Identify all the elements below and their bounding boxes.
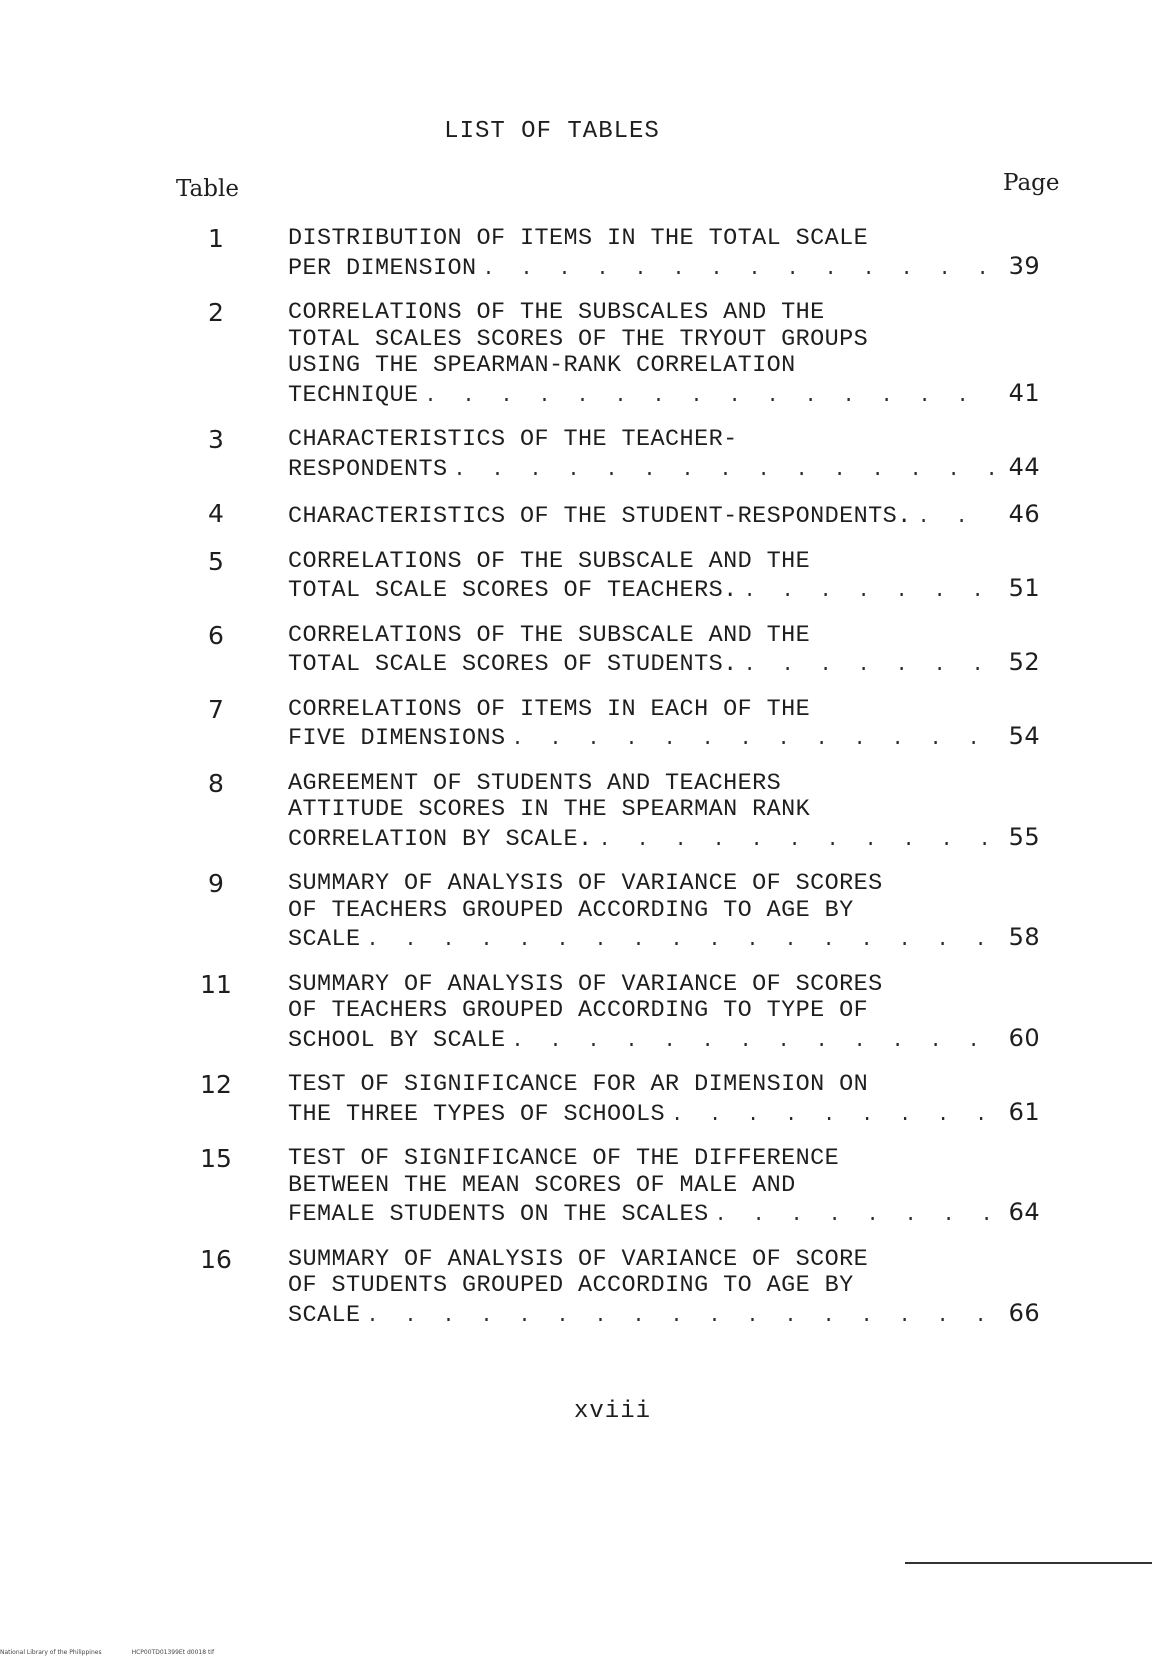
table-number: 6 [208,620,224,650]
caption-line: RESPONDENTS [288,455,448,483]
caption-line: CORRELATIONS OF ITEMS IN EACH OF THE [288,695,811,723]
caption-last-line [288,454,1040,485]
caption-line: CORRELATIONS OF THE SUBSCALE AND THE [288,547,811,575]
page-reference: 55 [1008,822,1040,851]
caption-line: SCALE [288,926,361,953]
table-caption [288,697,1040,754]
caption-line: TOTAL SCALE SCORES OF STUDENTS. [288,651,738,678]
dot-leader [671,1103,998,1130]
dot-leader [512,1029,998,1056]
table-caption [288,871,1040,955]
table-caption [288,771,1040,855]
caption-last-line [288,501,1040,532]
caption-line: SUMMARY OF ANALYSIS OF VARIANCE OF SCORES [288,870,883,897]
caption-line: CHARACTERISTICS OF THE STUDENT-RESPONDENTS. [288,503,912,530]
dot-leader [483,257,998,284]
table-number: 12 [200,1070,232,1099]
caption-line: SCHOOL BY SCALE [288,1026,506,1054]
caption-line: ATTITUDE SCORES IN THE SPEARMAN RANK [288,796,811,823]
caption-line: CORRELATIONS OF THE SUBSCALES AND THE [288,299,825,326]
dot-leader [425,384,998,411]
table-number: 11 [200,969,232,999]
table-number: 8 [208,768,224,798]
table-number: 4 [208,499,224,528]
caption-line: THE THREE TYPES OF SCHOOLS [288,1100,666,1128]
caption-line: TOTAL SCALE SCORES OF TEACHERS. [288,577,738,604]
caption-last-line [288,1025,1040,1056]
page-reference: 61 [1008,1097,1040,1126]
table-number: 1 [208,224,224,253]
table-number: 9 [208,869,224,898]
footer-rule [905,1562,1152,1564]
table-caption [288,623,1040,680]
caption-last-line [288,723,1040,754]
page-reference: 51 [1008,574,1040,602]
caption-line: OF STUDENTS GROUPED ACCORDING TO AGE BY [288,1272,854,1299]
table-caption [288,427,1040,484]
caption-line: DISTRIBUTION OF ITEMS IN THE TOTAL SCALE [288,225,869,252]
table-number: 15 [200,1144,232,1173]
page-reference: 44 [1008,452,1040,481]
caption-last-line [288,253,1040,284]
table-caption [288,1146,1040,1230]
dot-leader [599,828,998,855]
caption-last-line [288,1300,1040,1331]
scan-source: National Library of the Philippines [0,1649,102,1656]
caption-line: PER DIMENSION [288,254,477,282]
page-reference: 41 [1008,378,1040,407]
caption-last-line [288,649,1040,680]
table-caption [288,1072,1040,1129]
dot-leader [367,928,998,955]
dot-leader [744,579,998,606]
table-caption [288,549,1040,606]
page-reference: 64 [1008,1198,1040,1226]
caption-line: TEST OF SIGNIFICANCE FOR AR DIMENSION ON [288,1071,869,1098]
page-column-header: Page [1003,170,1060,196]
table-number: 3 [208,425,224,454]
dot-leader [512,727,998,754]
caption-line: CORRELATION BY SCALE. [288,825,593,853]
caption-line: FIVE DIMENSIONS [288,725,506,752]
caption-line: SUMMARY OF ANALYSIS OF VARIANCE OF SCORE [288,1245,869,1273]
caption-last-line [288,575,1040,606]
table-number: 5 [208,546,224,576]
page-reference: 58 [1008,923,1040,951]
page-reference: 39 [1008,251,1040,280]
caption-line: AGREEMENT OF STUDENTS AND TEACHERS [288,769,782,797]
page-number: xviii [573,1398,651,1425]
page-reference: 66 [1008,1298,1040,1327]
scan-id: HCP00TD01399Et d0018 tif [131,1649,215,1656]
caption-last-line [288,924,1040,955]
caption-line: CHARACTERISTICS OF THE TEACHER- [288,426,738,453]
caption-line: OF TEACHERS GROUPED ACCORDING TO AGE BY [288,896,854,924]
table-column-header: Table [176,176,239,202]
dot-leader [715,1203,998,1230]
dot-leader [454,458,998,485]
page-reference: 54 [1008,722,1040,750]
scan-footer [0,1649,214,1656]
table-caption [288,300,1040,410]
caption-line: TEST OF SIGNIFICANCE OF THE DIFFERENCE [288,1145,840,1172]
caption-line: FEMALE STUDENTS ON THE SCALES [288,1201,709,1228]
dot-leader [744,653,998,680]
page-reference: 46 [1008,500,1040,528]
caption-last-line [288,380,1040,411]
caption-line: CORRELATIONS OF THE SUBSCALE AND THE [288,621,811,649]
table-caption [288,501,1040,532]
page-reference: 52 [1008,648,1040,676]
caption-last-line [288,1199,1040,1230]
table-number: 2 [208,298,224,327]
table-number: 16 [200,1244,232,1274]
caption-line: SUMMARY OF ANALYSIS OF VARIANCE OF SCORES [288,970,883,998]
caption-line: USING THE SPEARMAN-RANK CORRELATION [288,352,796,379]
dot-leader [918,505,998,532]
caption-line: BETWEEN THE MEAN SCORES OF MALE AND [288,1171,796,1199]
caption-last-line [288,824,1040,855]
table-number: 7 [208,694,224,724]
caption-line: TECHNIQUE [288,381,419,409]
table-caption [288,972,1040,1056]
caption-last-line [288,1099,1040,1130]
caption-line: TOTAL SCALES SCORES OF THE TRYOUT GROUPS [288,325,869,353]
caption-line: SCALE [288,1301,361,1329]
page-title: LIST OF TABLES [444,118,660,145]
table-caption [288,226,1040,283]
caption-line: OF TEACHERS GROUPED ACCORDING TO TYPE OF [288,997,869,1024]
table-caption [288,1247,1040,1331]
page-reference: 60 [1008,1023,1040,1052]
dot-leader [367,1304,998,1331]
